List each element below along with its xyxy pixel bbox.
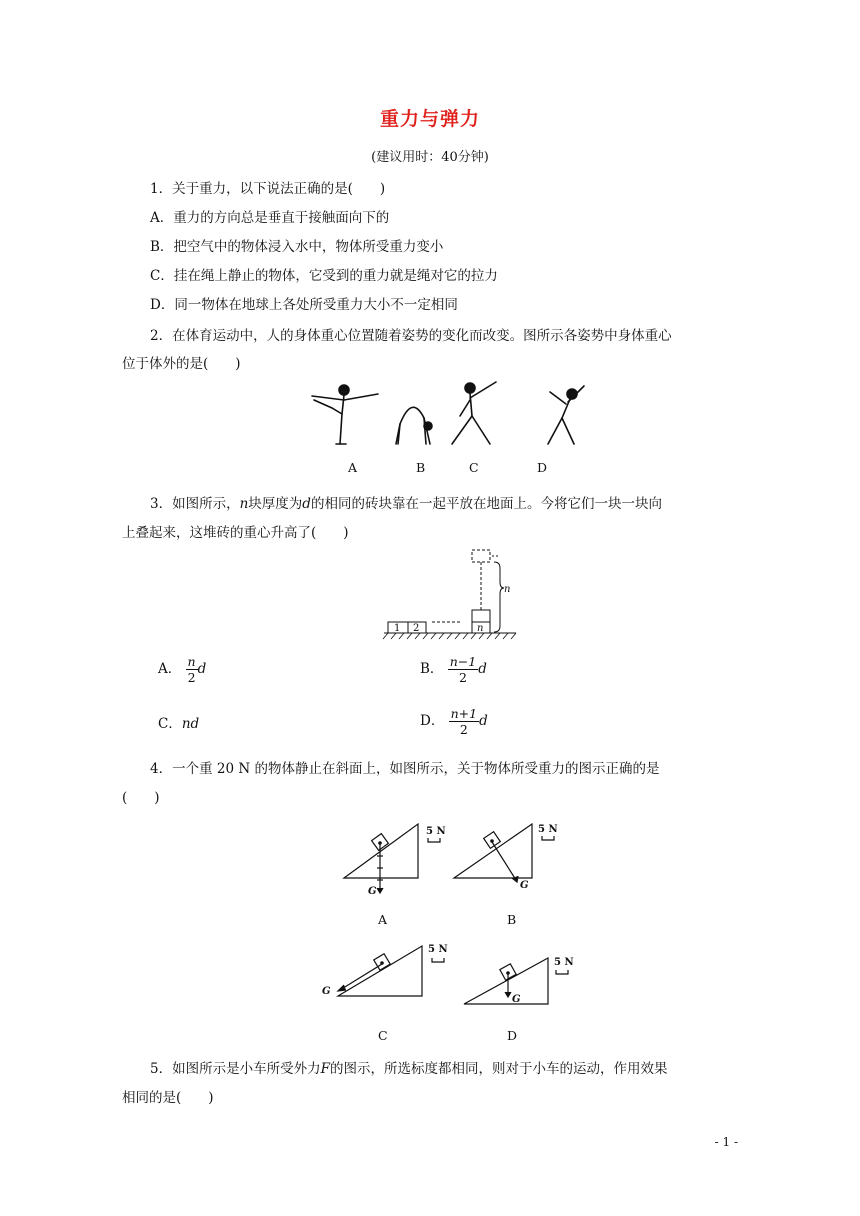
q4-stem-line1: 4．一个重 20 N 的物体静止在斜面上，如图所示，关于物体所受重力的图示正确的是 [150, 761, 660, 777]
q4-label-d: D [507, 1028, 518, 1043]
q3-brick-n: n [477, 623, 484, 634]
q3-stem-part-a: 3．如图所示， [150, 496, 240, 512]
q4-label-b: B [507, 912, 517, 927]
q3-option-d-tail: d [479, 713, 488, 729]
q3-option-a-fraction [186, 654, 198, 685]
page-number: - 1 - [714, 1135, 738, 1149]
q3-option-b-num: n−1 [449, 654, 477, 669]
q4-figure-c [318, 938, 454, 1002]
q3-option-b-den: 2 [458, 670, 467, 685]
q4-figure-a [340, 818, 450, 898]
q4-c-scale: 5 N [428, 944, 448, 955]
q4-label-a: A [378, 912, 388, 927]
q3-stem-part-b: 块厚度为 [248, 496, 303, 512]
q5-stem-line2: 相同的是( ) [122, 1090, 214, 1106]
q3-option-c [158, 712, 199, 732]
q3-brace-label: n [504, 584, 511, 595]
q5-stem-line1 [150, 1057, 667, 1077]
q3-stem-n: n [239, 496, 249, 512]
q3-option-d-label: D． [420, 713, 445, 729]
q4-figure-d [460, 950, 580, 1012]
q4-c-force: G [322, 986, 331, 997]
q3-option-a-den: 2 [187, 670, 196, 685]
q3-option-c-label: C． [158, 716, 182, 732]
q4-stem-line2: ( ) [122, 790, 160, 806]
q3-option-d-den: 2 [459, 722, 468, 737]
posture-d-figure [548, 386, 584, 444]
q3-stem-line2: 上叠起来，这堆砖的重心升高了( ) [122, 525, 349, 541]
q4-figure-b [450, 818, 560, 898]
q4-a-force: G [368, 886, 377, 897]
posture-a-figure [312, 385, 378, 444]
q5-stem-f: F [320, 1061, 330, 1077]
q3-option-a-label: A． [158, 661, 182, 677]
q4-d-scale: 5 N [554, 957, 574, 968]
q3-option-d-fraction [449, 706, 479, 737]
q2-label-a: A [348, 460, 358, 475]
q1-stem: 1．关于重力，以下说法正确的是( ) [150, 181, 386, 197]
q3-stem-part-c: 的相同的砖块靠在一起平放在地面上。今将它们一块一块向 [310, 496, 662, 512]
q5-stem-part-b: 的图示，所选标度都相同，则对于小车的运动，作用效果 [329, 1061, 668, 1077]
q3-option-a-tail: d [197, 661, 207, 677]
q5-stem-part-a: 5．如图所示是小车所受外力 [150, 1061, 321, 1077]
q1-option-a: A．重力的方向总是垂直于接触面向下的 [150, 210, 390, 226]
q4-a-scale: 5 N [426, 826, 446, 837]
q3-option-b [420, 654, 487, 685]
q2-label-b: B [416, 460, 426, 475]
q3-option-d-num: n+1 [450, 706, 478, 721]
q2-stem-line2: 位于体外的是( ) [122, 356, 241, 372]
q1-option-d: D．同一物体在地球上各处所受重力大小不一定相同 [150, 297, 458, 313]
q1-option-b: B．把空气中的物体浸入水中，物体所受重力变小 [150, 239, 444, 255]
q3-brick-2: 2 [413, 623, 420, 634]
posture-b-figure [396, 407, 432, 444]
q2-label-d: D [537, 460, 548, 475]
posture-c-figure [452, 382, 496, 444]
q3-option-d [420, 706, 488, 737]
q3-stem-d: d [302, 496, 311, 512]
q1-option-c: C．挂在绳上静止的物体，它受到的重力就是绳对它的拉力 [150, 268, 498, 284]
q3-option-b-label: B． [420, 661, 444, 677]
q2-label-c: C [469, 460, 479, 475]
q3-option-b-tail: d [478, 661, 487, 677]
q3-figure-bricks [382, 546, 518, 640]
q4-b-force: G [520, 880, 529, 891]
q3-option-a-num: n [187, 654, 196, 669]
q3-option-c-text: nd [181, 716, 200, 732]
q4-d-force: G [512, 994, 521, 1005]
q3-stem-line1 [150, 492, 662, 512]
q3-option-b-fraction [448, 654, 478, 685]
q2-figure-postures [300, 378, 600, 450]
q3-option-a [158, 654, 206, 685]
page-title: 重力与弹力 [379, 108, 480, 130]
q4-label-c: C [378, 1028, 388, 1043]
q4-b-scale: 5 N [538, 824, 558, 835]
page-subtitle: (建议用时：40分钟) [371, 150, 489, 165]
q2-stem-line1: 2．在体育运动中，人的身体重心位置随着姿势的变化而改变。图所示各姿势中身体重心 [150, 328, 672, 344]
q3-brick-1: 1 [394, 623, 401, 634]
